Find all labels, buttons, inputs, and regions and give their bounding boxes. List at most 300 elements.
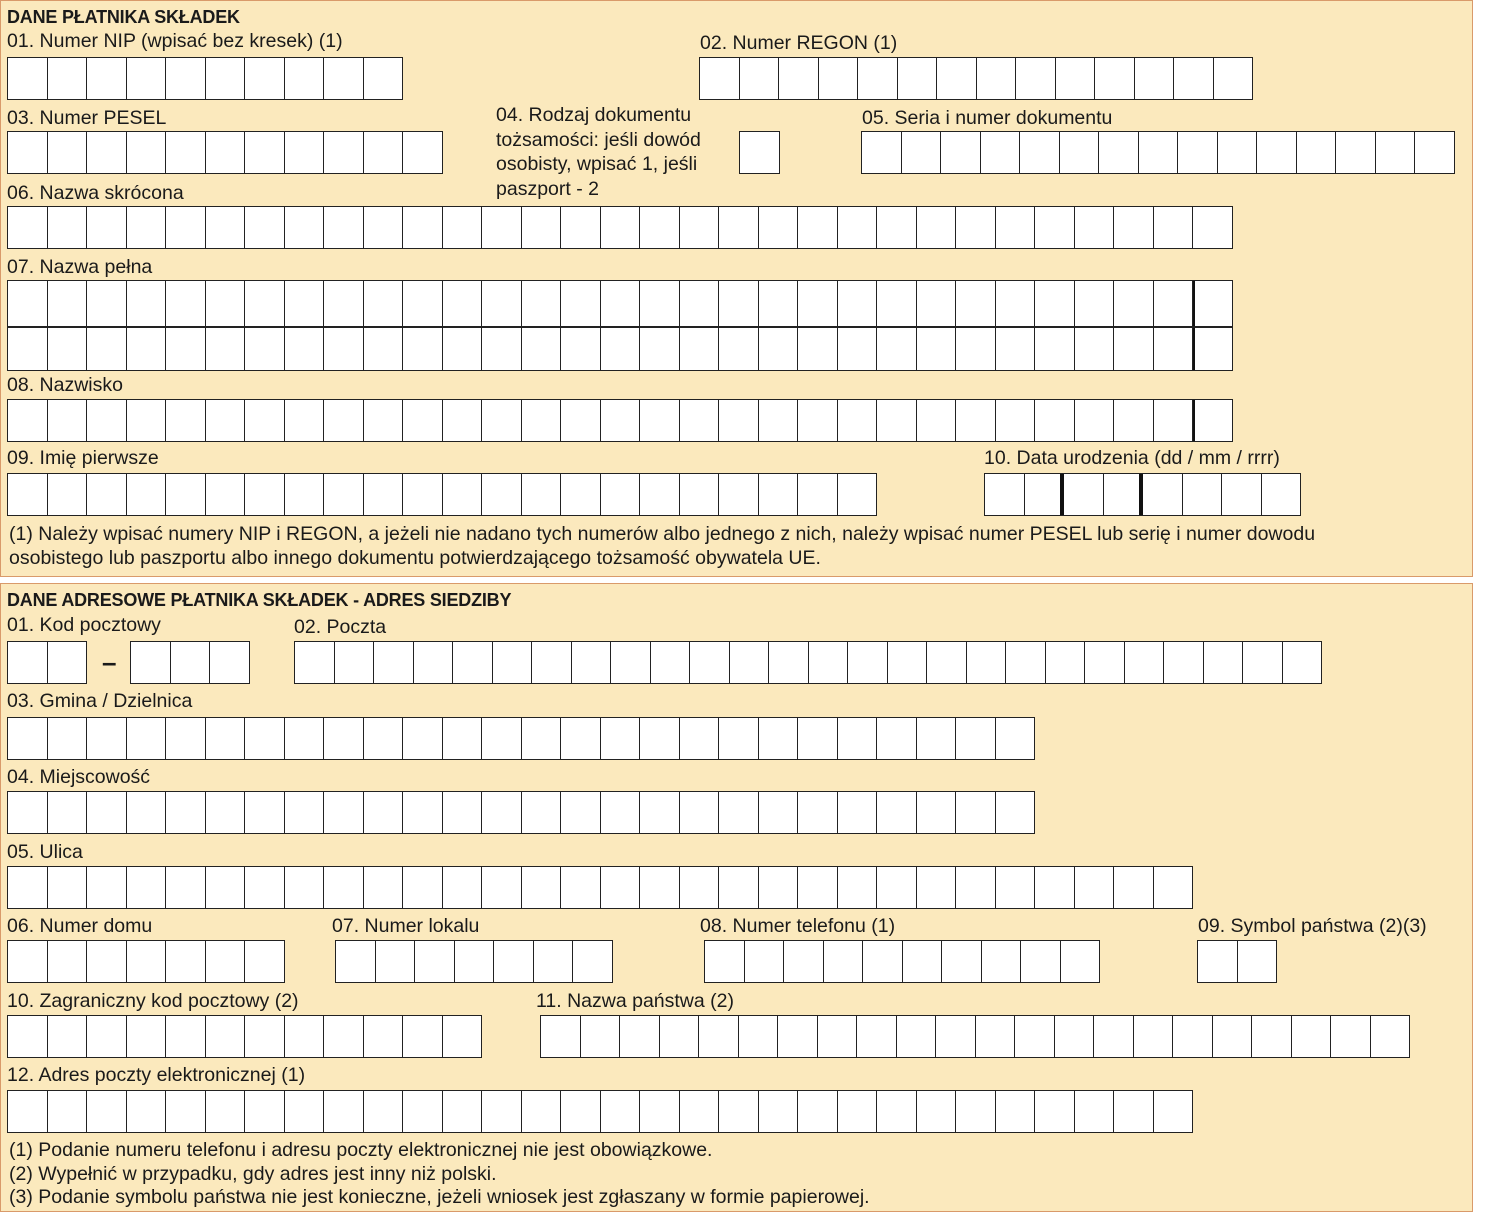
email-input[interactable] bbox=[7, 1090, 1193, 1133]
char-cell[interactable] bbox=[522, 281, 562, 326]
char-cell[interactable] bbox=[8, 281, 48, 326]
char-cell[interactable] bbox=[759, 792, 799, 833]
char-cell[interactable] bbox=[324, 207, 364, 248]
char-cell[interactable] bbox=[699, 1016, 739, 1057]
char-cell[interactable] bbox=[443, 328, 483, 370]
char-cell[interactable] bbox=[798, 474, 838, 515]
char-cell[interactable] bbox=[324, 58, 364, 99]
char-cell[interactable] bbox=[759, 718, 799, 759]
char-cell[interactable] bbox=[403, 281, 443, 326]
char-cell[interactable] bbox=[1154, 328, 1194, 370]
char-cell[interactable] bbox=[660, 1016, 700, 1057]
char-cell[interactable] bbox=[838, 281, 878, 326]
char-cell[interactable] bbox=[996, 281, 1036, 326]
locality-input[interactable] bbox=[7, 791, 1035, 834]
char-cell[interactable] bbox=[245, 400, 285, 441]
char-cell[interactable] bbox=[690, 642, 730, 683]
char-cell[interactable] bbox=[838, 867, 878, 908]
char-cell[interactable] bbox=[888, 642, 928, 683]
char-cell[interactable] bbox=[324, 474, 364, 515]
char-cell[interactable] bbox=[700, 58, 740, 99]
char-cell[interactable] bbox=[482, 400, 522, 441]
full-name-input-row1[interactable] bbox=[7, 280, 1233, 327]
char-cell[interactable] bbox=[1204, 642, 1244, 683]
char-cell[interactable] bbox=[127, 718, 167, 759]
char-cell[interactable] bbox=[1035, 281, 1075, 326]
char-cell[interactable] bbox=[166, 941, 206, 982]
char-cell[interactable] bbox=[364, 281, 404, 326]
char-cell[interactable] bbox=[443, 400, 483, 441]
char-cell[interactable] bbox=[981, 132, 1021, 173]
char-cell[interactable] bbox=[956, 400, 996, 441]
char-cell[interactable] bbox=[403, 792, 443, 833]
char-cell[interactable] bbox=[364, 328, 404, 370]
char-cell[interactable] bbox=[364, 792, 404, 833]
char-cell[interactable] bbox=[917, 328, 957, 370]
char-cell[interactable] bbox=[482, 207, 522, 248]
char-cell[interactable] bbox=[48, 207, 88, 248]
char-cell[interactable] bbox=[927, 642, 967, 683]
char-cell[interactable] bbox=[1139, 132, 1179, 173]
char-cell[interactable] bbox=[917, 792, 957, 833]
char-cell[interactable] bbox=[1046, 642, 1086, 683]
char-cell[interactable] bbox=[87, 941, 127, 982]
char-cell[interactable] bbox=[245, 867, 285, 908]
char-cell[interactable] bbox=[1238, 941, 1278, 982]
char-cell[interactable] bbox=[1035, 207, 1075, 248]
apartment-number-input[interactable] bbox=[335, 940, 613, 983]
street-input[interactable] bbox=[7, 866, 1193, 909]
char-cell[interactable] bbox=[1061, 941, 1101, 982]
char-cell[interactable] bbox=[877, 328, 917, 370]
char-cell[interactable] bbox=[917, 207, 957, 248]
char-cell[interactable] bbox=[1193, 281, 1233, 326]
char-cell[interactable] bbox=[996, 1091, 1036, 1132]
nip-input[interactable] bbox=[7, 57, 403, 100]
char-cell[interactable] bbox=[798, 1091, 838, 1132]
char-cell[interactable] bbox=[680, 792, 720, 833]
char-cell[interactable] bbox=[87, 867, 127, 908]
char-cell[interactable] bbox=[131, 642, 171, 683]
char-cell[interactable] bbox=[818, 1016, 858, 1057]
char-cell[interactable] bbox=[364, 474, 404, 515]
char-cell[interactable] bbox=[967, 642, 1007, 683]
char-cell[interactable] bbox=[166, 58, 206, 99]
birth-date-input[interactable] bbox=[984, 473, 1301, 516]
char-cell[interactable] bbox=[809, 642, 849, 683]
char-cell[interactable] bbox=[210, 642, 250, 683]
char-cell[interactable] bbox=[415, 941, 455, 982]
char-cell[interactable] bbox=[403, 132, 443, 173]
char-cell[interactable] bbox=[1336, 132, 1376, 173]
char-cell[interactable] bbox=[1015, 1016, 1055, 1057]
char-cell[interactable] bbox=[1064, 474, 1104, 515]
char-cell[interactable] bbox=[206, 58, 246, 99]
char-cell[interactable] bbox=[285, 281, 325, 326]
char-cell[interactable] bbox=[1060, 132, 1100, 173]
char-cell[interactable] bbox=[640, 281, 680, 326]
char-cell[interactable] bbox=[285, 132, 325, 173]
char-cell[interactable] bbox=[403, 207, 443, 248]
char-cell[interactable] bbox=[87, 281, 127, 326]
char-cell[interactable] bbox=[206, 400, 246, 441]
char-cell[interactable] bbox=[1262, 474, 1302, 515]
char-cell[interactable] bbox=[1056, 58, 1096, 99]
char-cell[interactable] bbox=[245, 1091, 285, 1132]
char-cell[interactable] bbox=[1193, 207, 1233, 248]
char-cell[interactable] bbox=[324, 1091, 364, 1132]
char-cell[interactable] bbox=[759, 1091, 799, 1132]
char-cell[interactable] bbox=[1198, 941, 1238, 982]
char-cell[interactable] bbox=[1075, 400, 1115, 441]
char-cell[interactable] bbox=[285, 328, 325, 370]
char-cell[interactable] bbox=[1173, 1016, 1213, 1057]
char-cell[interactable] bbox=[936, 1016, 976, 1057]
char-cell[interactable] bbox=[127, 1016, 167, 1057]
char-cell[interactable] bbox=[877, 867, 917, 908]
char-cell[interactable] bbox=[996, 207, 1036, 248]
char-cell[interactable] bbox=[996, 400, 1036, 441]
char-cell[interactable] bbox=[651, 642, 691, 683]
char-cell[interactable] bbox=[532, 642, 572, 683]
char-cell[interactable] bbox=[917, 1091, 957, 1132]
char-cell[interactable] bbox=[285, 792, 325, 833]
char-cell[interactable] bbox=[1035, 1091, 1075, 1132]
postal-code-part1-input[interactable] bbox=[7, 641, 87, 684]
char-cell[interactable] bbox=[87, 400, 127, 441]
char-cell[interactable] bbox=[87, 58, 127, 99]
char-cell[interactable] bbox=[601, 207, 641, 248]
char-cell[interactable] bbox=[285, 718, 325, 759]
char-cell[interactable] bbox=[206, 328, 246, 370]
char-cell[interactable] bbox=[1035, 400, 1075, 441]
char-cell[interactable] bbox=[719, 207, 759, 248]
char-cell[interactable] bbox=[48, 642, 88, 683]
char-cell[interactable] bbox=[1075, 867, 1115, 908]
char-cell[interactable] bbox=[127, 400, 167, 441]
char-cell[interactable] bbox=[443, 792, 483, 833]
country-name-input[interactable] bbox=[540, 1015, 1410, 1058]
char-cell[interactable] bbox=[640, 867, 680, 908]
char-cell[interactable] bbox=[376, 941, 416, 982]
char-cell[interactable] bbox=[730, 642, 770, 683]
char-cell[interactable] bbox=[877, 281, 917, 326]
char-cell[interactable] bbox=[561, 718, 601, 759]
char-cell[interactable] bbox=[1154, 1091, 1194, 1132]
char-cell[interactable] bbox=[561, 1091, 601, 1132]
full-name-input-row2[interactable] bbox=[7, 327, 1233, 371]
short-name-input[interactable] bbox=[7, 206, 1233, 249]
char-cell[interactable] bbox=[364, 1091, 404, 1132]
char-cell[interactable] bbox=[561, 792, 601, 833]
char-cell[interactable] bbox=[8, 328, 48, 370]
char-cell[interactable] bbox=[784, 941, 824, 982]
char-cell[interactable] bbox=[996, 867, 1036, 908]
char-cell[interactable] bbox=[824, 941, 864, 982]
char-cell[interactable] bbox=[680, 400, 720, 441]
char-cell[interactable] bbox=[719, 792, 759, 833]
char-cell[interactable] bbox=[206, 1016, 246, 1057]
char-cell[interactable] bbox=[245, 792, 285, 833]
char-cell[interactable] bbox=[680, 718, 720, 759]
char-cell[interactable] bbox=[1114, 867, 1154, 908]
char-cell[interactable] bbox=[166, 328, 206, 370]
char-cell[interactable] bbox=[1075, 207, 1115, 248]
char-cell[interactable] bbox=[1154, 867, 1194, 908]
char-cell[interactable] bbox=[996, 718, 1036, 759]
char-cell[interactable] bbox=[403, 1016, 443, 1057]
char-cell[interactable] bbox=[522, 400, 562, 441]
char-cell[interactable] bbox=[482, 474, 522, 515]
char-cell[interactable] bbox=[561, 867, 601, 908]
char-cell[interactable] bbox=[680, 281, 720, 326]
char-cell[interactable] bbox=[898, 58, 938, 99]
char-cell[interactable] bbox=[48, 1091, 88, 1132]
char-cell[interactable] bbox=[779, 58, 819, 99]
char-cell[interactable] bbox=[443, 1016, 483, 1057]
char-cell[interactable] bbox=[680, 867, 720, 908]
char-cell[interactable] bbox=[838, 207, 878, 248]
char-cell[interactable] bbox=[522, 1091, 562, 1132]
char-cell[interactable] bbox=[482, 718, 522, 759]
char-cell[interactable] bbox=[740, 132, 780, 173]
char-cell[interactable] bbox=[640, 400, 680, 441]
char-cell[interactable] bbox=[127, 58, 167, 99]
char-cell[interactable] bbox=[482, 867, 522, 908]
char-cell[interactable] bbox=[759, 328, 799, 370]
char-cell[interactable] bbox=[917, 718, 957, 759]
char-cell[interactable] bbox=[285, 474, 325, 515]
char-cell[interactable] bbox=[982, 941, 1022, 982]
char-cell[interactable] bbox=[1085, 642, 1125, 683]
char-cell[interactable] bbox=[403, 718, 443, 759]
char-cell[interactable] bbox=[1094, 1016, 1134, 1057]
char-cell[interactable] bbox=[719, 400, 759, 441]
char-cell[interactable] bbox=[601, 1091, 641, 1132]
char-cell[interactable] bbox=[1035, 328, 1075, 370]
char-cell[interactable] bbox=[640, 474, 680, 515]
char-cell[interactable] bbox=[48, 718, 88, 759]
char-cell[interactable] bbox=[324, 1016, 364, 1057]
char-cell[interactable] bbox=[903, 941, 943, 982]
char-cell[interactable] bbox=[759, 474, 799, 515]
char-cell[interactable] bbox=[719, 1091, 759, 1132]
char-cell[interactable] bbox=[1376, 132, 1416, 173]
char-cell[interactable] bbox=[48, 792, 88, 833]
char-cell[interactable] bbox=[1006, 642, 1046, 683]
char-cell[interactable] bbox=[403, 867, 443, 908]
char-cell[interactable] bbox=[285, 400, 325, 441]
char-cell[interactable] bbox=[1218, 132, 1258, 173]
char-cell[interactable] bbox=[745, 941, 785, 982]
char-cell[interactable] bbox=[364, 867, 404, 908]
char-cell[interactable] bbox=[295, 642, 335, 683]
document-type-input[interactable] bbox=[739, 131, 780, 174]
char-cell[interactable] bbox=[522, 792, 562, 833]
char-cell[interactable] bbox=[798, 867, 838, 908]
char-cell[interactable] bbox=[48, 328, 88, 370]
char-cell[interactable] bbox=[455, 941, 495, 982]
char-cell[interactable] bbox=[87, 132, 127, 173]
char-cell[interactable] bbox=[1075, 328, 1115, 370]
char-cell[interactable] bbox=[87, 1016, 127, 1057]
char-cell[interactable] bbox=[245, 207, 285, 248]
char-cell[interactable] bbox=[127, 867, 167, 908]
char-cell[interactable] bbox=[1114, 1091, 1154, 1132]
char-cell[interactable] bbox=[48, 867, 88, 908]
char-cell[interactable] bbox=[838, 1091, 878, 1132]
char-cell[interactable] bbox=[640, 207, 680, 248]
char-cell[interactable] bbox=[640, 328, 680, 370]
char-cell[interactable] bbox=[1174, 58, 1214, 99]
char-cell[interactable] bbox=[324, 281, 364, 326]
char-cell[interactable] bbox=[1021, 941, 1061, 982]
char-cell[interactable] bbox=[917, 281, 957, 326]
char-cell[interactable] bbox=[1114, 328, 1154, 370]
char-cell[interactable] bbox=[740, 58, 780, 99]
char-cell[interactable] bbox=[1297, 132, 1337, 173]
char-cell[interactable] bbox=[985, 474, 1025, 515]
char-cell[interactable] bbox=[87, 1091, 127, 1132]
char-cell[interactable] bbox=[166, 1016, 206, 1057]
char-cell[interactable] bbox=[1134, 1016, 1174, 1057]
char-cell[interactable] bbox=[601, 792, 641, 833]
char-cell[interactable] bbox=[572, 642, 612, 683]
char-cell[interactable] bbox=[1213, 1016, 1253, 1057]
char-cell[interactable] bbox=[1243, 642, 1283, 683]
char-cell[interactable] bbox=[166, 132, 206, 173]
char-cell[interactable] bbox=[798, 207, 838, 248]
char-cell[interactable] bbox=[8, 1016, 48, 1057]
char-cell[interactable] bbox=[620, 1016, 660, 1057]
char-cell[interactable] bbox=[285, 58, 325, 99]
char-cell[interactable] bbox=[601, 867, 641, 908]
char-cell[interactable] bbox=[87, 207, 127, 248]
char-cell[interactable] bbox=[245, 941, 285, 982]
char-cell[interactable] bbox=[403, 400, 443, 441]
char-cell[interactable] bbox=[561, 474, 601, 515]
char-cell[interactable] bbox=[87, 718, 127, 759]
char-cell[interactable] bbox=[877, 792, 917, 833]
char-cell[interactable] bbox=[769, 642, 809, 683]
char-cell[interactable] bbox=[956, 718, 996, 759]
char-cell[interactable] bbox=[956, 1091, 996, 1132]
char-cell[interactable] bbox=[48, 132, 88, 173]
char-cell[interactable] bbox=[206, 1091, 246, 1132]
char-cell[interactable] bbox=[206, 718, 246, 759]
char-cell[interactable] bbox=[1371, 1016, 1411, 1057]
char-cell[interactable] bbox=[680, 207, 720, 248]
char-cell[interactable] bbox=[48, 474, 88, 515]
char-cell[interactable] bbox=[8, 400, 48, 441]
char-cell[interactable] bbox=[522, 207, 562, 248]
char-cell[interactable] bbox=[482, 792, 522, 833]
char-cell[interactable] bbox=[48, 400, 88, 441]
char-cell[interactable] bbox=[977, 58, 1017, 99]
char-cell[interactable] bbox=[838, 718, 878, 759]
char-cell[interactable] bbox=[877, 400, 917, 441]
char-cell[interactable] bbox=[324, 328, 364, 370]
char-cell[interactable] bbox=[917, 867, 957, 908]
char-cell[interactable] bbox=[127, 941, 167, 982]
char-cell[interactable] bbox=[1178, 132, 1218, 173]
char-cell[interactable] bbox=[778, 1016, 818, 1057]
char-cell[interactable] bbox=[719, 281, 759, 326]
char-cell[interactable] bbox=[403, 474, 443, 515]
char-cell[interactable] bbox=[573, 941, 613, 982]
char-cell[interactable] bbox=[1331, 1016, 1371, 1057]
char-cell[interactable] bbox=[127, 281, 167, 326]
char-cell[interactable] bbox=[8, 207, 48, 248]
char-cell[interactable] bbox=[206, 132, 246, 173]
char-cell[interactable] bbox=[561, 207, 601, 248]
char-cell[interactable] bbox=[522, 718, 562, 759]
char-cell[interactable] bbox=[541, 1016, 581, 1057]
char-cell[interactable] bbox=[364, 400, 404, 441]
char-cell[interactable] bbox=[902, 132, 942, 173]
char-cell[interactable] bbox=[206, 867, 246, 908]
char-cell[interactable] bbox=[1099, 132, 1139, 173]
char-cell[interactable] bbox=[171, 642, 211, 683]
char-cell[interactable] bbox=[336, 941, 376, 982]
char-cell[interactable] bbox=[443, 281, 483, 326]
char-cell[interactable] bbox=[285, 867, 325, 908]
char-cell[interactable] bbox=[640, 792, 680, 833]
char-cell[interactable] bbox=[245, 281, 285, 326]
char-cell[interactable] bbox=[819, 58, 859, 99]
char-cell[interactable] bbox=[443, 474, 483, 515]
char-cell[interactable] bbox=[601, 474, 641, 515]
char-cell[interactable] bbox=[996, 792, 1036, 833]
commune-input[interactable] bbox=[7, 717, 1035, 760]
char-cell[interactable] bbox=[245, 474, 285, 515]
char-cell[interactable] bbox=[601, 328, 641, 370]
char-cell[interactable] bbox=[482, 281, 522, 326]
char-cell[interactable] bbox=[719, 474, 759, 515]
char-cell[interactable] bbox=[956, 207, 996, 248]
char-cell[interactable] bbox=[8, 642, 48, 683]
char-cell[interactable] bbox=[798, 328, 838, 370]
char-cell[interactable] bbox=[1154, 281, 1194, 326]
char-cell[interactable] bbox=[705, 941, 745, 982]
char-cell[interactable] bbox=[443, 207, 483, 248]
char-cell[interactable] bbox=[863, 941, 903, 982]
char-cell[interactable] bbox=[522, 474, 562, 515]
char-cell[interactable] bbox=[1154, 207, 1194, 248]
char-cell[interactable] bbox=[324, 792, 364, 833]
char-cell[interactable] bbox=[1143, 474, 1183, 515]
postal-code-part2-input[interactable] bbox=[130, 641, 250, 684]
phone-number-input[interactable] bbox=[704, 940, 1100, 983]
char-cell[interactable] bbox=[206, 792, 246, 833]
char-cell[interactable] bbox=[482, 1091, 522, 1132]
char-cell[interactable] bbox=[1292, 1016, 1332, 1057]
char-cell[interactable] bbox=[1104, 474, 1144, 515]
char-cell[interactable] bbox=[759, 400, 799, 441]
char-cell[interactable] bbox=[48, 281, 88, 326]
char-cell[interactable] bbox=[364, 1016, 404, 1057]
char-cell[interactable] bbox=[877, 1091, 917, 1132]
char-cell[interactable] bbox=[601, 400, 641, 441]
char-cell[interactable] bbox=[8, 867, 48, 908]
char-cell[interactable] bbox=[956, 792, 996, 833]
char-cell[interactable] bbox=[838, 400, 878, 441]
char-cell[interactable] bbox=[680, 1091, 720, 1132]
char-cell[interactable] bbox=[848, 642, 888, 683]
pesel-input[interactable] bbox=[7, 131, 443, 174]
char-cell[interactable] bbox=[403, 328, 443, 370]
char-cell[interactable] bbox=[8, 941, 48, 982]
